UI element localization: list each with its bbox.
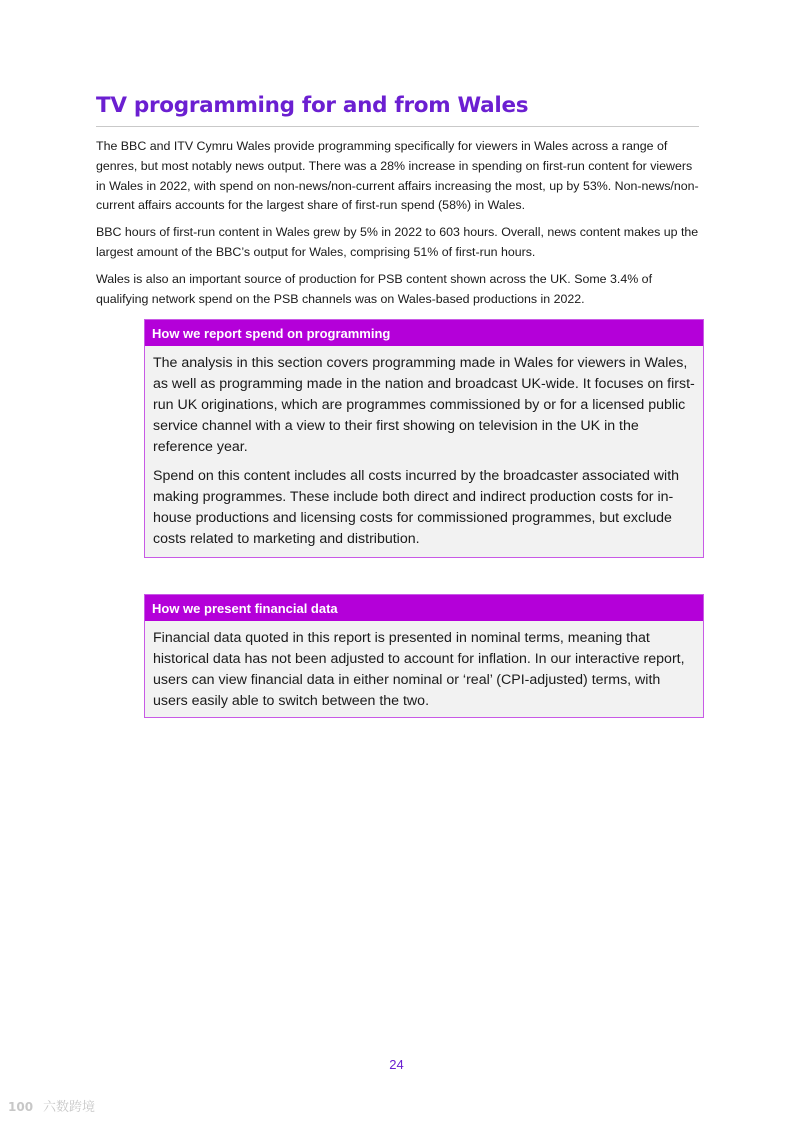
callout-paragraph: The analysis in this section covers programming made in Wales for viewers in Wales, as well as programming made in the nation and broadcast UK-wide. It focuses on first-run UK originations, which are programmes commissioned by or for a licensed public service channel with a view to their first showing on television in the UK in the reference year. xyxy=(153,355,695,455)
callout-paragraph: Spend on this content includes all costs incurred by the broadcaster associated with making programmes. These include both direct and indirect production costs for in-house productions and licensing costs for commissioned programmes, but exclude costs related to marketing and distribution. xyxy=(153,468,680,547)
watermark-label: 六数跨境 xyxy=(43,1099,96,1114)
callout-paragraph: Financial data quoted in this report is presented in nominal terms, meaning that historical data has not been adjusted to account for inflation. In our interactive report, users can view financial data in either nominal or ‘real’ (CPI-adjusted) terms, with users easily able to switch between the two. xyxy=(153,630,685,709)
callout-financial-data xyxy=(144,594,704,718)
page-number: 24 xyxy=(389,1057,404,1072)
callout-header: How we present financial data xyxy=(145,595,703,621)
callout-body xyxy=(145,621,703,712)
title-divider xyxy=(96,126,699,127)
intro-text xyxy=(96,137,701,316)
callout-body xyxy=(145,346,703,550)
intro-paragraph: Wales is also an important source of production for PSB content shown across the UK. Some 3.4% of qualifying network spend on the PSB channels was on Wales-based productions in 2022. xyxy=(96,271,653,306)
page-title: TV programming for and from Wales xyxy=(96,93,529,118)
watermark xyxy=(8,1096,95,1115)
intro-paragraph: BBC hours of first-run content in Wales grew by 5% in 2022 to 603 hours. Overall, news content makes up the largest amount of the BBC’s output for Wales, comprising 51% of first-run hours. xyxy=(96,225,699,259)
svg-text:100: 100 xyxy=(8,1099,34,1114)
callout-header: How we report spend on programming xyxy=(145,320,703,346)
watermark-logo-icon xyxy=(8,1098,38,1114)
callout-spend-on-programming xyxy=(144,319,704,558)
intro-paragraph: The BBC and ITV Cymru Wales provide programming specifically for viewers in Wales across a range of genres, but most notably news output. There was a 28% increase in spending on first-run content for viewers in Wales in 2022, with spend on non-news/non-current affairs increasing the most, up by 53%. Non-news/non-current affairs accounts for the largest share of first-run spend (58%) in Wales. xyxy=(96,139,699,213)
